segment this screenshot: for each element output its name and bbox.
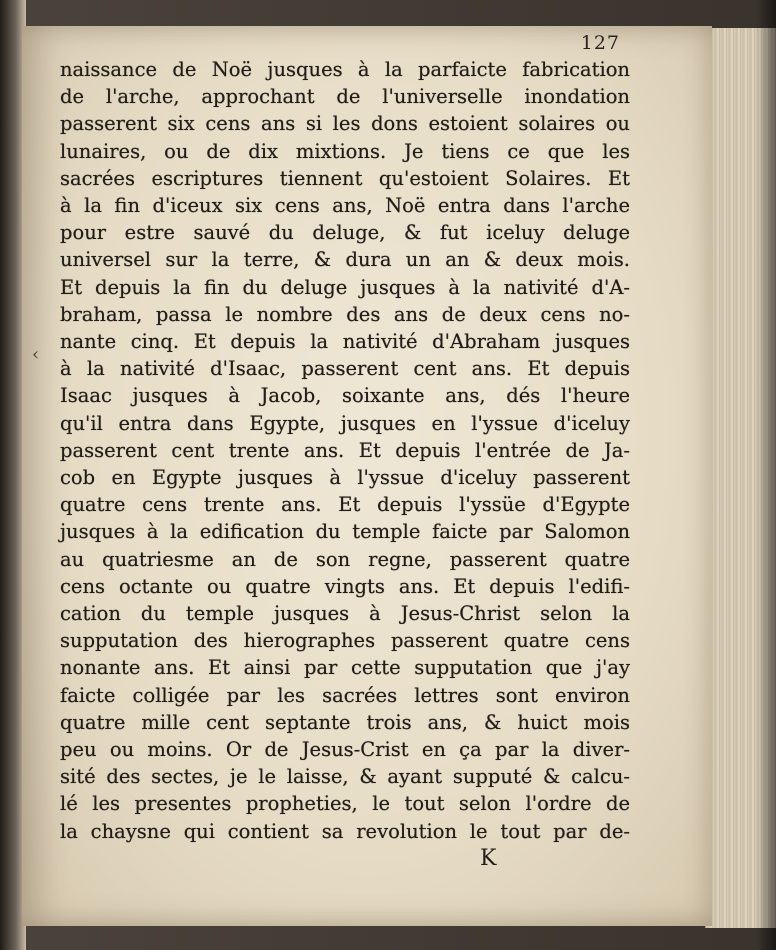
text-line: Isaac jusques à Jacob, soixante ans, dés l'heure bbox=[60, 384, 630, 408]
text-line: à la nativité d'Isaac, passerent cent ans. Et depuis bbox=[60, 357, 630, 381]
text-line: à la fin d'iceux six cens ans, Noë entra dans l'arche bbox=[60, 194, 630, 218]
text-line: naissance de Noë jusques à la parfaicte fabrication bbox=[60, 58, 630, 81]
text-line: lunaires, ou de dix mixtions. Je tiens ce que les bbox=[60, 139, 630, 163]
text-line: sacrées escriptures tiennent qu'estoient Solaires. Et bbox=[60, 166, 630, 190]
signature-mark: K bbox=[480, 846, 497, 871]
text-line: nonante ans. Et ainsi par cette supputation que j'ay bbox=[60, 656, 630, 680]
text-line: passerent six cens ans si les dons estoient solaires ou bbox=[60, 112, 630, 136]
text-line: supputation des hierographes passerent quatre cens bbox=[60, 629, 630, 653]
text-line: pour estre sauvé du deluge, & fut iceluy deluge bbox=[60, 221, 630, 245]
text-line: nante cinq. Et depuis la nativité d'Abraham jusques bbox=[60, 330, 630, 354]
right-shadow bbox=[756, 0, 776, 950]
margin-mark: ‹ bbox=[32, 344, 40, 365]
text-line: de l'arche, approchant de l'universelle inondation bbox=[60, 85, 630, 109]
text-line: jusques à la edification du temple faicte par Salomon bbox=[60, 520, 630, 544]
text-line: quatre cens trente ans. Et depuis l'yssüe d'Egypte bbox=[60, 493, 630, 517]
text-line: peu ou moins. Or de Jesus-Crist en ça par la diver- bbox=[60, 738, 630, 762]
book-page bbox=[22, 26, 712, 926]
text-line: cob en Egypte jusques à l'yssue d'iceluy passerent bbox=[60, 466, 630, 490]
page-number: 127 bbox=[580, 32, 620, 54]
text-line: passerent cent trente ans. Et depuis l'entrée de Ja- bbox=[60, 438, 630, 462]
text-line: cens octante ou quatre vingts ans. Et depuis l'edifi- bbox=[60, 574, 630, 598]
text-line: qu'il entra dans Egypte, jusques en l'yssue d'iceluy bbox=[60, 411, 630, 435]
text-line: braham, passa le nombre des ans de deux cens no- bbox=[60, 302, 630, 326]
text-line: universel sur la terre, & dura un an & deux mois. bbox=[60, 248, 630, 272]
text-line: la chaysne qui contient sa revolution le tout par de- bbox=[60, 819, 630, 843]
text-line: lé les presentes propheties, le tout selon l'ordre de bbox=[60, 792, 630, 816]
text-line: Et depuis la fin du deluge jusques à la nativité d'A- bbox=[60, 275, 630, 299]
text-line: sité des sectes, je le laisse, & ayant supputé & calcu- bbox=[60, 765, 630, 789]
text-line: au quatriesme an de son regne, passerent quatre bbox=[60, 547, 630, 571]
text-line: faicte colligée par les sacrées lettres sont environ bbox=[60, 683, 630, 707]
text-line: quatre mille cent septante trois ans, & huict mois bbox=[60, 710, 630, 734]
text-line: cation du temple jusques à Jesus-Christ selon la bbox=[60, 602, 630, 626]
body-text bbox=[60, 56, 630, 845]
